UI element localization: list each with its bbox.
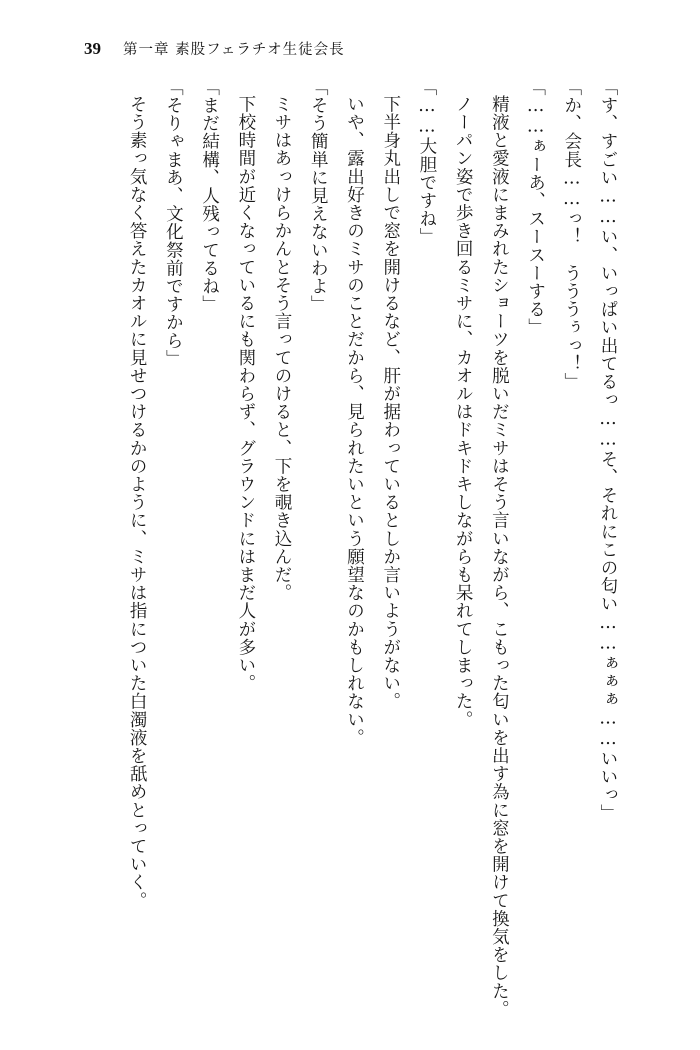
paragraph: 「……ぁーあ、スースーする」	[525, 78, 546, 337]
page-number: 39	[84, 39, 101, 58]
paragraph: そう素っ気なく答えたカオルに見せつけるかのように、ミサは指についた白濁液を舐めとっていく。	[127, 95, 148, 910]
paragraph: 下半身丸出しで窓を開けるなど、肝が据わっているとしか言いようがない。	[380, 95, 401, 711]
paragraph: 「……大胆ですね」	[416, 78, 437, 246]
paragraph: 「そう簡単に見えないわよ」	[308, 78, 329, 314]
paragraph: ノーパン姿で歩き回るミサに、カオルはドキドキしながらも呆れてしまった。	[453, 95, 474, 729]
paragraph: 「まだ結構、人残ってるね」	[199, 78, 220, 314]
paragraph: 「す、すごい……い、いっぱい出てるっ……そ、それにこの匂い……ぁぁぁ……いいっ」	[598, 78, 618, 822]
running-header	[0, 38, 700, 64]
paragraph: 「か、会長……っ！ うううぅっ！」	[561, 78, 582, 391]
paragraph: 「そりゃまあ、文化祭前ですから」	[163, 78, 184, 368]
chapter-title: 第一章 素股フェラチオ生徒会長	[123, 42, 345, 58]
paragraph: ミサはあっけらかんとそう言ってのけると、下を覗き込んだ。	[272, 95, 293, 602]
paragraph: 精液と愛液にまみれたショーツを脱いだミサはそう言いながら、こもった匂いを出す為に窓を開けて換気をした。	[489, 95, 510, 1019]
paragraph: 下校時間が近くなっているにも関わらず、グラウンドにはまだ人が多い。	[235, 95, 256, 693]
paragraph: いや、露出好きのミサのことだから、見られたいという願望なのかもしれない。	[344, 95, 365, 747]
page-body-text	[66, 78, 626, 1023]
